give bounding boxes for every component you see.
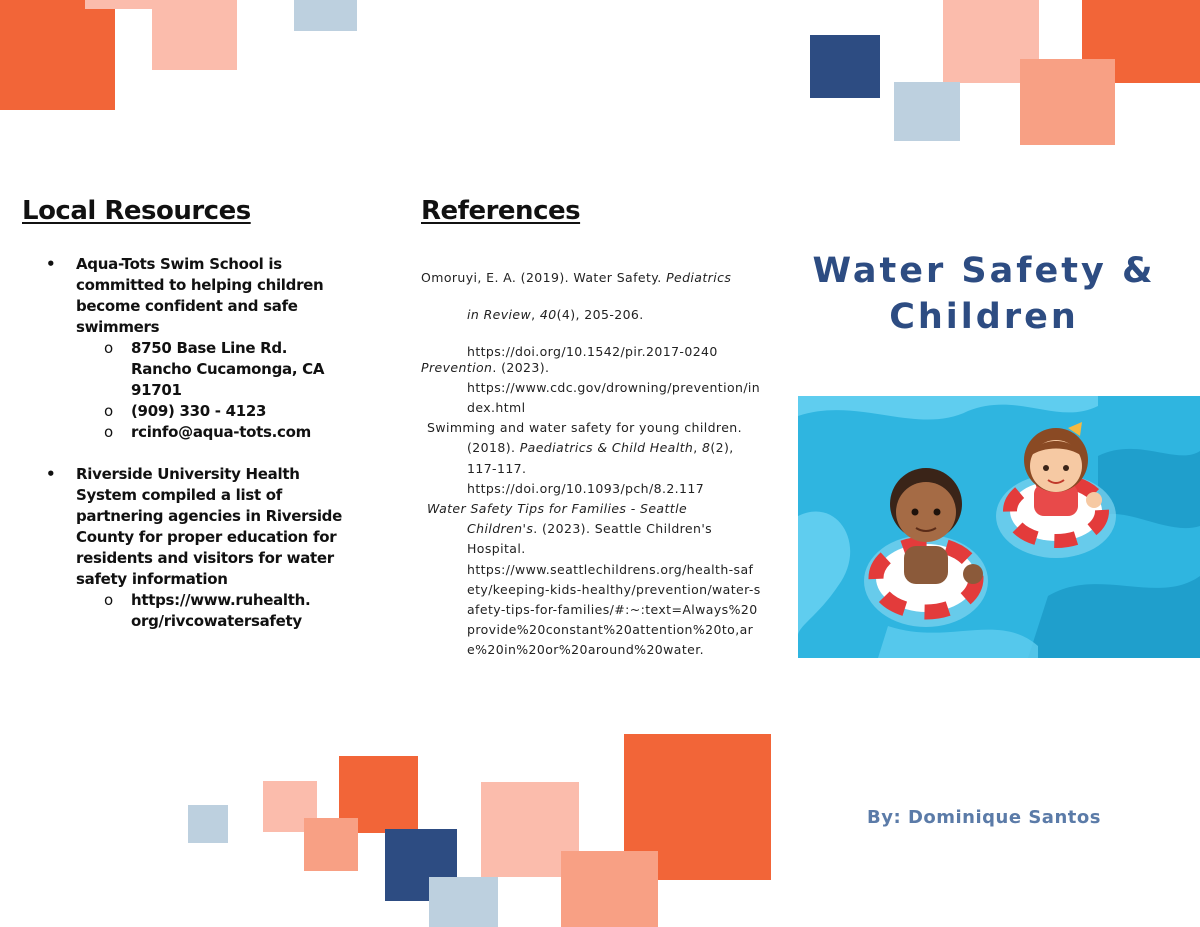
resource-sub-list — [76, 590, 352, 632]
bullet: • — [46, 465, 56, 483]
resource-item-ruhealth — [22, 464, 352, 632]
ref-text: (2018). — [467, 440, 520, 456]
resource-url — [76, 590, 352, 632]
ref-url-link[interactable]: https://www.cdc.gov/drowning/prevention/index.html — [467, 379, 761, 416]
decor-square — [810, 35, 880, 98]
ref-title: Swimming and water safety for young children. — [427, 420, 742, 436]
reference-cdc — [421, 358, 761, 419]
decor-square — [0, 0, 115, 110]
ref-text: (2), — [710, 440, 734, 456]
decor-square — [304, 818, 358, 871]
cover-title: Water Safety & Children — [812, 251, 1156, 337]
resource-list — [22, 254, 352, 632]
decor-square — [294, 0, 357, 31]
decor-square — [188, 805, 228, 843]
decor-square — [894, 82, 960, 141]
illustration-svg — [798, 396, 1200, 658]
bullet: • — [46, 255, 56, 273]
decor-square — [152, 0, 237, 70]
sub-bullet: o — [104, 339, 113, 357]
ref-line — [421, 438, 761, 458]
ref-title: Water Safety Tips for Families - Seattle — [427, 501, 688, 517]
resource-text: Aqua-Tots Swim School is committed to helping children become confident and safe swimmers — [76, 255, 324, 336]
ref-line — [421, 519, 761, 539]
resource-item-aqua-tots — [22, 254, 352, 443]
ref-url-link[interactable]: https://www.seattlechildrens.org/health-safety/keeping-kids-healthy/prevention/water-safety-tips-for-families/#:~:text=Always%20provide%20constant%20attention%20to,are%20in%20or%20around%20water. — [467, 561, 761, 658]
decor-square — [429, 877, 498, 927]
phone-text: (909) 330 - 4123 — [131, 402, 267, 420]
local-resources-heading: Local Resources — [22, 196, 251, 226]
author-byline: By: Dominique Santos — [867, 807, 1101, 828]
reference-seattle-childrens — [421, 499, 761, 661]
ref-url-link[interactable]: https://doi.org/10.1093/pch/8.2.117 — [467, 480, 705, 496]
ref-journal: Paediatrics & Child Health — [519, 440, 694, 456]
ref-title: Children's — [467, 521, 534, 537]
ref-volume: 8 — [701, 440, 711, 456]
ref-text: , — [531, 307, 540, 323]
ruhealth-link[interactable]: https://www.ruhealth. org/rivcowatersafety — [131, 591, 311, 630]
reference-list — [421, 268, 761, 661]
decor-square — [1020, 59, 1115, 145]
reference-omoruyi — [421, 268, 761, 363]
resource-sub-list — [76, 338, 352, 443]
resource-text: Riverside University Health System compiled a list of partnering agencies in Riverside County for proper education for residents and visitors for water safety information — [76, 465, 342, 588]
ref-title: Prevention — [421, 359, 493, 375]
resource-address — [76, 338, 352, 401]
resource-phone — [76, 401, 352, 422]
reference-cps — [421, 418, 761, 499]
ref-url-link[interactable]: https://doi.org/10.1542/pir.2017-0240 — [467, 344, 718, 360]
ref-journal: in Review — [467, 307, 532, 323]
kids-swimming-illustration — [798, 396, 1200, 658]
ref-journal: Pediatrics — [666, 270, 732, 285]
ref-text: . (2023). — [492, 359, 550, 375]
ref-volume: 40 — [539, 307, 557, 323]
references-heading: References — [421, 196, 581, 226]
decor-square — [561, 851, 658, 927]
email-link[interactable]: rcinfo@aqua-tots.com — [131, 423, 311, 441]
decor-square — [85, 0, 170, 9]
ref-publisher: Hospital. — [467, 541, 526, 557]
ref-text: (4), 205-206. — [556, 307, 644, 323]
sub-bullet: o — [104, 402, 113, 420]
ref-pages: 117-117. — [467, 460, 527, 476]
ref-text: . (2023). Seattle Children's — [533, 521, 713, 537]
resource-email — [76, 422, 352, 443]
sub-bullet: o — [104, 423, 113, 441]
ref-line — [421, 358, 761, 378]
ref-text: Omoruyi, E. A. (2019). Water Safety. — [421, 270, 667, 285]
ref-text: , — [693, 440, 702, 456]
sub-bullet: o — [104, 591, 113, 609]
address-text: 8750 Base Line Rd. Rancho Cucamonga, CA 91701 — [131, 339, 325, 399]
ref-line — [421, 268, 761, 288]
ref-line — [421, 305, 761, 325]
